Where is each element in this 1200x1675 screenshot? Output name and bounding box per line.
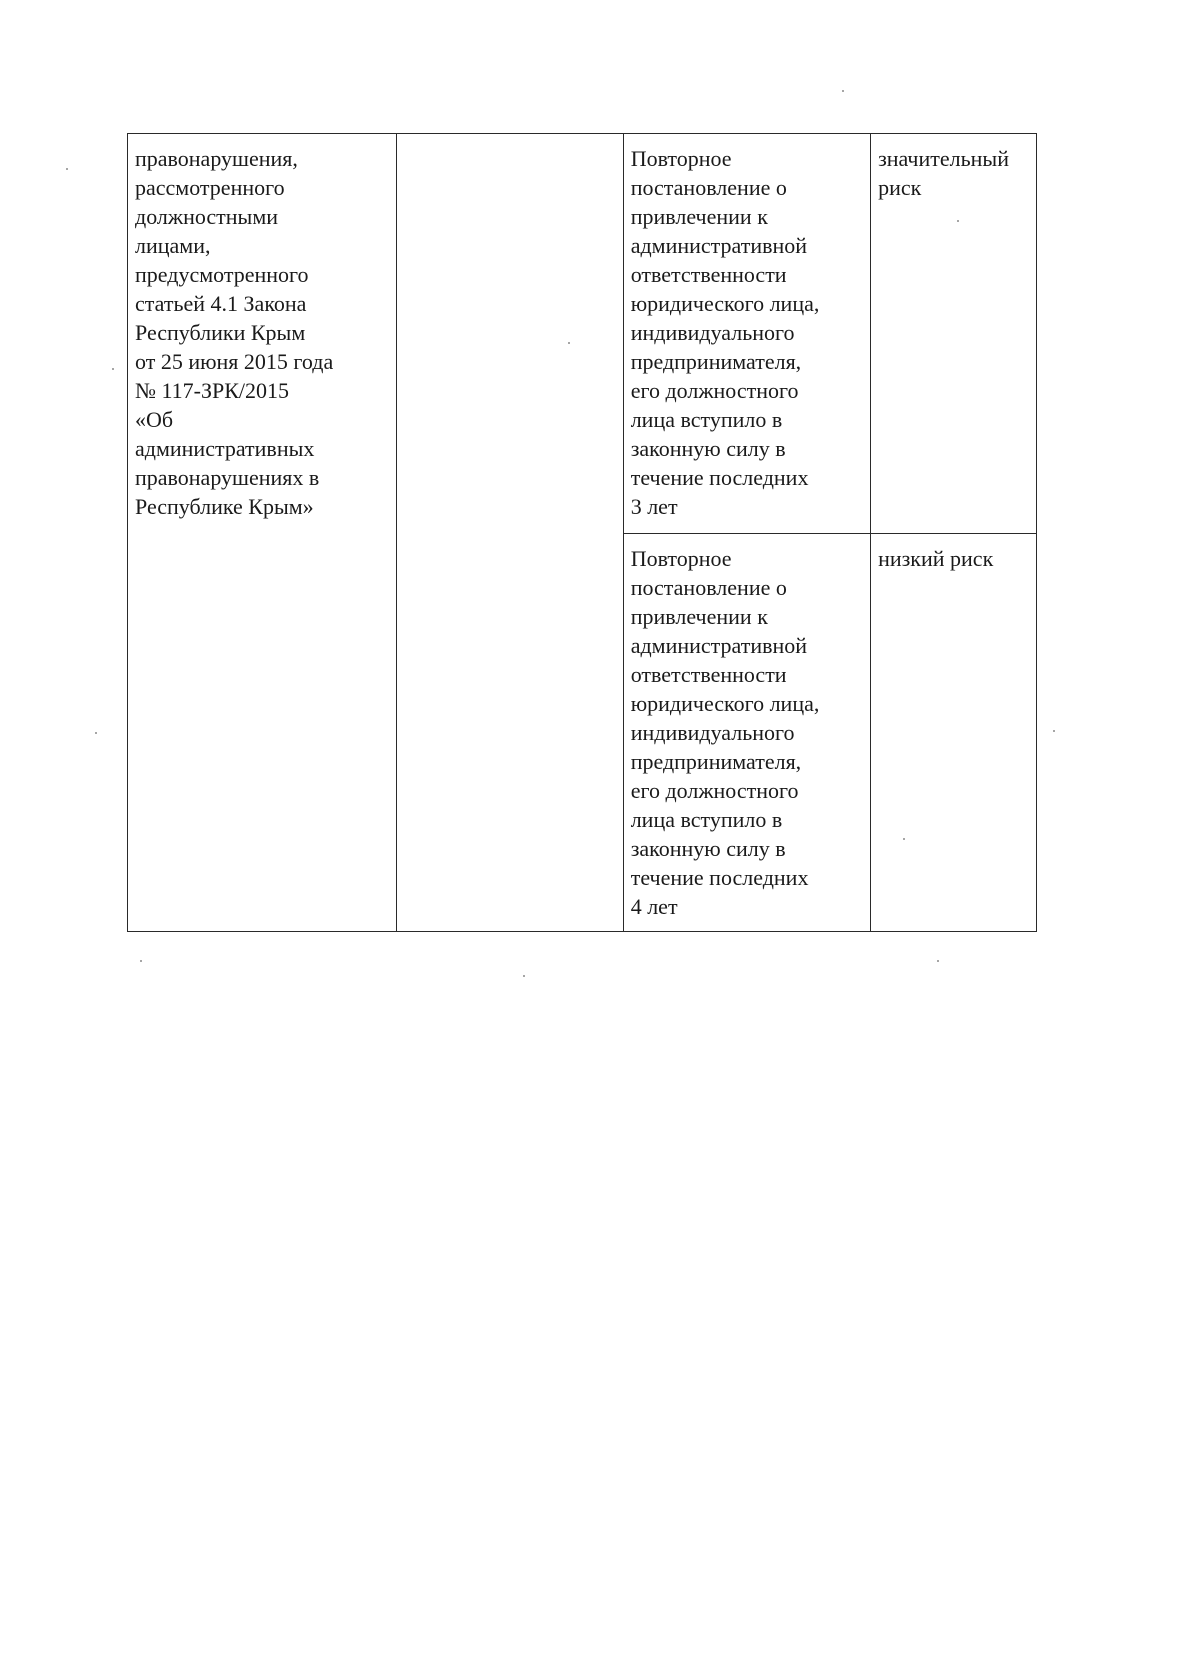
scan-speck xyxy=(957,220,959,222)
risk-level-text: низкий риск xyxy=(878,546,994,571)
criterion-text: Повторное постановление о привлечении к административной ответственности юридического лица, индивидуального предпринимателя, его должностного лица вступило в законную силу в течение последних 3 лет xyxy=(630,146,820,519)
criterion-cell xyxy=(623,134,870,534)
scan-speck xyxy=(937,960,939,962)
violation-description-cell xyxy=(128,134,397,932)
empty-cell xyxy=(397,134,623,932)
scan-speck xyxy=(66,168,68,170)
risk-level-cell xyxy=(871,534,1037,932)
scan-speck xyxy=(1053,730,1055,732)
table-row xyxy=(128,134,1037,534)
scan-speck xyxy=(112,368,114,370)
criterion-cell xyxy=(623,534,870,932)
scan-speck xyxy=(568,342,570,344)
scan-speck xyxy=(842,90,844,92)
violation-description-text: правонарушения, рассмотренного должностными лицами, предусмотренного статьей 4.1 Закона Республики Крым от 25 июня 2015 года № 117-ЗРК/2015 «Об административных правонарушениях в Республике Крым» xyxy=(135,146,334,519)
scan-speck xyxy=(523,975,525,977)
risk-category-table xyxy=(127,133,1037,932)
criterion-text: Повторное постановление о привлечении к административной ответственности юридического лица, индивидуального предпринимателя, его должностного лица вступило в законную силу в течение последних 4 лет xyxy=(630,546,820,919)
scan-speck xyxy=(903,838,905,840)
risk-level-cell xyxy=(871,134,1037,534)
scan-speck xyxy=(140,960,142,962)
scan-speck xyxy=(95,732,97,734)
risk-level-text: значительный риск xyxy=(878,146,1009,200)
